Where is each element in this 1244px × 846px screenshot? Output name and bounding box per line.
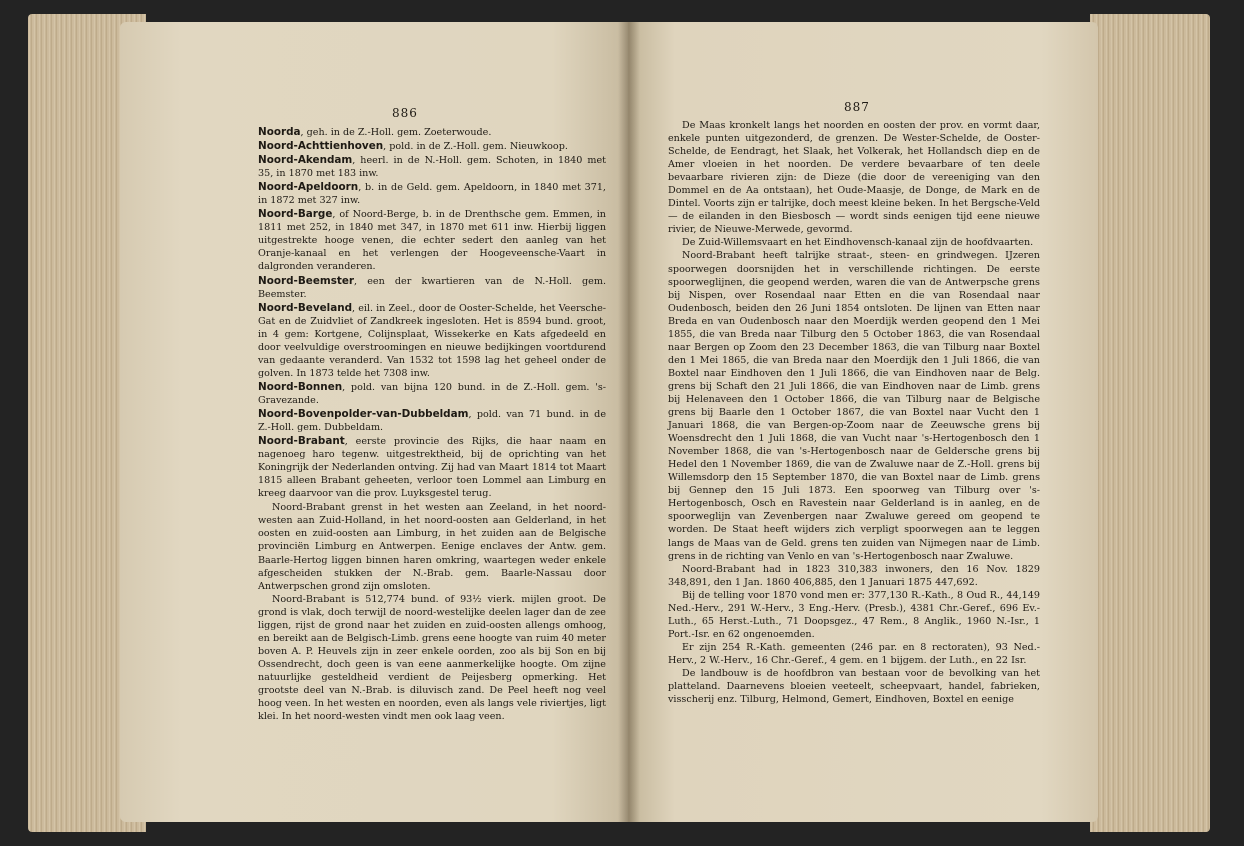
right-page [628, 22, 1098, 822]
entry-text: , heerl. in de N.-Holl. gem. Schoten, in 1840 met 35, in 1870 met 183 inw. [258, 155, 606, 180]
left-page [120, 22, 628, 822]
entry-text: , pold. in de Z.-Holl. gem. Nieuwkoop. [383, 141, 568, 153]
entry-headword: Noord-Bovenpolder-van-Dubbeldam [258, 407, 469, 420]
dictionary-entry [258, 140, 606, 153]
dictionary-entry [258, 408, 606, 434]
left-page-number: 886 [392, 106, 418, 120]
entry-headword: Noord-Brabant [258, 435, 345, 448]
body-paragraph: Noord-Brabant had in 1823 310,383 inwoners, den 16 Nov. 1829 348,891, den 1 Jan. 1860 406,885, den 1 Januari 1875 447,692. [668, 563, 1040, 588]
dictionary-entry [258, 381, 606, 407]
entry-text: , pold. van bijna 120 bund. in de Z.-Holl. gem. 's-Gravezande. [258, 381, 606, 406]
right-page-number: 887 [844, 100, 870, 114]
body-paragraph: Noord-Brabant is 512,774 bund. of 93½ vierk. mijlen groot. De grond is vlak, doch terwijl de noord-westelijke deelen lager dan de zee liggen, rijst de grond naar het zuiden en zuid-oosten allengs omhoog, en bereikt aan de Belgisch-Limb. grens eene hoogte van ruim 40 meter boven A. P. Heuvels zijn in zeer enkele oorden, zoo als bij Son en bij Ossendrecht, doch geen is van eene aanmerkelijke hoogte. Om zijne natuurlijke gesteldheid verdient de Peijesberg opmerking. Het grootste deel van N.-Brab. is diluvisch zand. De Peel heeft nog veel hoog veen. In het westen en noorden, even als langs vele riviertjes, ligt klei. In het noord-westen vindt men ook laag veen. [258, 593, 606, 723]
entry-text: , of Noord-Berge, b. in de Drenthsche gem. Emmen, in 1811 met 252, in 1840 met 347, in 1870 met 611 inw. Hierbij liggen uitgestrekte hooge venen, die echter sedert den aanleg van het Oranje-kanaal en het verlengen der Hoogeveensche-Vaart in dalgronden veranderen. [258, 209, 606, 273]
entry-text: , een der kwartieren van de N.-Holl. gem. Beemster. [258, 275, 606, 300]
body-paragraph: De landbouw is de hoofdbron van bestaan voor de bevolking van het platteland. Daarnevens bloeien veeteelt, scheepvaart, handel, fabrieken, visscherij enz. Tilburg, Helmond, Gemert, Eindhoven, Boxtel en eenige [668, 667, 1040, 706]
entry-headword: Noord-Achttienhoven [258, 140, 384, 153]
body-paragraph: Bij de telling voor 1870 vond men er: 377,130 R.-Kath., 8 Oud R., 44,149 Ned.-Herv., 291 W.-Herv., 3 Eng.-Herv. (Presb.), 4381 Chr.-Geref., 696 Ev.-Luth., 65 Herst.-Luth., 71 Doopsgez., 47 Rem., 8 Anglik., 1960 N.-Isr., 1 Port.-Isr. en 62 ongenoemden. [668, 589, 1040, 640]
dictionary-entry [258, 302, 606, 380]
left-page-text [258, 126, 606, 723]
entry-headword: Noord-Bonnen [258, 380, 343, 393]
body-paragraph: De Zuid-Willemsvaart en het Eindhovensch-kanaal zijn de hoofdvaarten. [682, 237, 1034, 249]
dictionary-entry [258, 435, 606, 500]
body-paragraph: Er zijn 254 R.-Kath. gemeenten (246 par. en 8 rectoraten), 93 Ned.-Herv., 2 W.-Herv., 16 Chr.-Geref., 4 gem. en 1 bijgem. der Luth., en 22 Isr. [668, 641, 1040, 666]
entry-text: , pold. van 71 bund. in de Z.-Holl. gem. Dubbeldam. [258, 408, 606, 434]
entry-text: , geh. in de Z.-Holl. gem. Zoeterwoude. [300, 127, 492, 138]
entry-text: , eerste provincie des Rijks, die haar naam en nagenoeg haro tegenw. uitgestrektheid, bij de oprichting van het Koningrijk der Nederlanden ontving. Zij had van Maart 1814 tot Maart 1815 alleen Brabant geheeten, verloor toen Lommel aan Limburg en kreeg daarvoor van die prov. Luyksgestel terug. [258, 436, 606, 500]
entry-text: , eil. in Zeel., door de Ooster-Schelde, het Veersche-Gat en de Zuidvliet of Zandkreek ingesloten. Het is 8594 bund. groot, in 4 gem: Kortgene, Colijnsplaat, Wissekerke en Kats afgedeeld en door veelvuldige overstroomingen en nieuwe bedijkingen voortdurend van gedaante veranderd. Van 1532 tot 1598 lag het geheel onder de golven. In 1873 telde het 7308 inw. [258, 302, 606, 379]
entry-headword: Noord-Beveland [258, 301, 353, 314]
entry-text: , b. in de Geld. gem. Apeldoorn, in 1840 met 371, in 1872 met 327 inw. [258, 182, 606, 207]
dictionary-entry [258, 181, 606, 207]
body-paragraph: Noord-Brabant grenst in het westen aan Zeeland, in het noord-westen aan Zuid-Holland, in het noord-oosten aan Gelderland, in het oosten en zuid-oosten aan Limburg, in het zuiden aan de Belgische provinciën Limburg en Antwerpen. Eenige enclaves der Antw. gem. Baarle-Hertog liggen binnen haren omkring, waartegen weder enkele afgescheiden stukken der N.-Brab. gem. Baarle-Nassau door Antwerpschen grond zijn omsloten. [258, 502, 606, 592]
entry-headword: Noorda [258, 126, 301, 138]
dictionary-entry [258, 154, 606, 180]
right-page-edges [1090, 14, 1210, 832]
dictionary-entry [258, 208, 606, 273]
right-page-text [668, 119, 1040, 706]
entry-headword: Noord-Beemster [258, 274, 355, 287]
entry-headword: Noord-Apeldoorn [258, 181, 359, 194]
entry-headword: Noord-Barge [258, 208, 333, 221]
dictionary-entry [258, 275, 606, 301]
entry-headword: Noord-Akendam [258, 154, 353, 167]
book-gutter [618, 22, 640, 822]
body-paragraph: Noord-Brabant heeft talrijke straat-, steen- en grindwegen. IJzeren spoorwegen doorsnijden het in verschillende richtingen. De eerste spoorweglijnen, die geopend werden, waren die van de Antwerpsche grens bij Nispen, over Rosendaal naar Etten en die van Rosendaal naar Oudenbosch, beiden den 26 Juni 1854 ontsloten. De lijnen van Etten naar Breda en van Oudenbosch naar den Moerdijk werden geopend den 1 Mei 1855, die van Breda naar Tilburg den 5 October 1863, die van Rosendaal naar Bergen op Zoom den 23 December 1863, die van Tilburg naar Boxtel den 1 Mei 1865, die van Breda naar den Moerdijk den 1 Juli 1866, die van Boxtel naar Eindhoven den 1 Juli 1866, die van Eindhoven naar de Belg. grens bij Schaft den 21 Juli 1866, die van Eindhoven naar de Limb. grens bij Helenaveen den 1 October 1866, die van Tilburg naar de Belgische grens bij Baarle den 1 October 1867, die van Boxtel naar Vucht den 1 Januari 1868, die van Bergen-op-Zoom naar de Zeeuwsche grens bij Woensdrecht den 1 Juli 1868, die van Vucht naar 's-Hertogenbosch den 1 November 1868, die van 's-Hertogenbosch naar de Geldersche grens bij Hedel den 1 November 1869, die van de Zwaluwe naar de Z.-Holl. grens bij Willemsdorp den 15 September 1870, die van Boxtel naar de Limb. grens bij Gennep den 15 Juli 1873. Een spoorweg van Tilburg over 's-Hertogenbosch, Osch en Ravestein naar Gelderland is in aanleg, en de spoorweglijn van Zevenbergen naar Zwaluwe gereed om geopend te worden. De Staat heeft wijders zich verpligt spoorwegen aan te leggen langs de Maas van de Geld. grens ten zuiden van Nijmegen naar de Limb. grens in de richting van Venlo en van 's-Hertogenbosch naar Zwaluwe. [668, 250, 1040, 562]
body-paragraph: De Maas kronkelt langs het noorden en oosten der prov. en vormt daar, enkele punten uitgezonderd, de grenzen. De Wester-Schelde, de Ooster-Schelde, de Eendragt, het Slaak, het Volkerak, het Hollandsch diep en de Amer vloeien in het noorden. De verdere bevaarbare of ten deele bevaarbare rivieren zijn: de Dieze (die door de vereeniging van den Dommel en de Aa ontstaan), het Oude-Maasje, de Donge, de Mark en de Dintel. Voorts zijn er talrijke, doch meest kleine beken. In het Bergsche-Veld — de eilanden in den Biesbosch — wordt sinds eenigen tijd eene nieuwe rivier, de Nieuwe-Merwede, gevormd. [668, 120, 1040, 236]
dictionary-entry [258, 126, 606, 139]
